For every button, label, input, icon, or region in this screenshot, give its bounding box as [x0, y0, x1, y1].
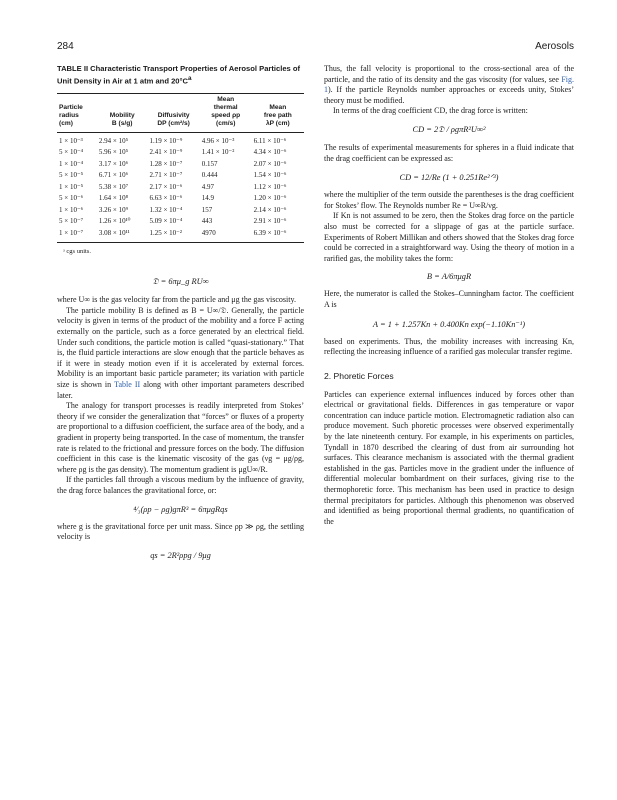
table-cell: 1.41 × 10⁻²: [201, 148, 235, 157]
column-header: Diffusivity: [157, 112, 190, 120]
table-cell: 4970: [200, 228, 252, 243]
left-column: [57, 64, 304, 568]
table-row: [57, 216, 304, 228]
running-title: Aerosols: [535, 41, 574, 52]
table-cell: 0.444: [201, 171, 218, 180]
table-row: [57, 193, 304, 205]
table-cell: 3.08 × 10¹¹: [97, 228, 148, 243]
column-header: Particle: [59, 103, 83, 111]
equation-mobility: B = A/6πμgR: [426, 272, 472, 282]
column-header: (cm/s): [200, 120, 252, 132]
table-cell: 5 × 10⁻⁶: [59, 194, 84, 203]
table-cell: 1.26 × 10¹⁰: [98, 217, 131, 226]
table-cell: 5.09 × 10⁻⁴: [149, 217, 183, 226]
paragraph: In terms of the drag coefficient CD, the drag force is written:: [333, 106, 528, 116]
column-header: B (s/g): [97, 120, 148, 132]
table-cell: 1.19 × 10⁻⁹: [149, 136, 183, 145]
table-cell: 4.34 × 10⁻⁶: [253, 148, 287, 157]
table-row: [57, 205, 304, 217]
table-cell: 14.9: [201, 194, 215, 203]
table-cell: 2.41 × 10⁻⁹: [149, 148, 183, 157]
table-cell: 6.63 × 10⁻⁶: [149, 194, 183, 203]
transport-properties-table: [57, 93, 304, 244]
table-cell: 1.20 × 10⁻⁶: [253, 194, 287, 203]
table-cell: 1 × 10⁻⁶: [59, 205, 84, 214]
table-cell: 5.96 × 10⁵: [98, 148, 129, 157]
column-header: free path: [263, 112, 292, 120]
equation-drag-coefficient: CD = 2𝔇 / ρgπR²U∞²: [412, 124, 486, 134]
paragraph: The analogy for transport processes is readily interpreted from Stokes’ theory if we consider the generalization that “forces” or fluxes of a property are proportional to a diffusion coefficient, the surface area of the body, and a gradient in property being transported. In the case of momentum, the transfer rate is related to the frictional and pressure forces on the body. The diffusion coefficient in this case is the kinematic viscosity of the gas (νg = μg/ρg, where ρg is the gas density). The momentum gradient is μgU∞/R.: [57, 401, 304, 474]
table-cell: 6.11 × 10⁻⁶: [253, 136, 287, 145]
table-cell: 1.54 × 10⁻⁶: [253, 171, 287, 180]
paragraph: where U∞ is the gas velocity far from the particle and μg the gas viscosity.: [57, 295, 296, 305]
table-cell: 5 × 10⁻⁷: [59, 217, 84, 226]
column-header: λP (cm): [252, 120, 304, 132]
table-cell: 3.17 × 10⁶: [98, 159, 129, 168]
table-row: [57, 182, 304, 194]
column-header: [252, 93, 304, 104]
paragraph: based on experiments. Thus, the mobility increases with increasing Kn, reflecting the increasing influence of a rarified gas molecular transfer regime.: [324, 336, 574, 357]
table-row: [57, 170, 304, 182]
paragraph: where g is the gravitational force per unit mass. Since ρp ≫ ρg, the settling velocity is: [57, 521, 304, 542]
equation-force-balance: ⁴⁄₃(ρp − ρg)gπR³ = 6πμgRqs: [133, 504, 228, 514]
table-cell: 1 × 10⁻³: [59, 136, 83, 145]
section-heading: 2. Phoretic Forces: [324, 370, 394, 381]
equation-cunningham: A = 1 + 1.257Kn + 0.400Kn exp(−1.10Kn⁻¹): [372, 319, 526, 329]
table-cell: 1 × 10⁻⁷: [57, 228, 97, 243]
column-header: speed ρp: [211, 112, 241, 120]
column-header: (cm): [57, 120, 97, 132]
paragraph: Here, the numerator is called the Stokes–Cunningham factor. The coefficient A is: [324, 289, 574, 309]
table-cell: 1.12 × 10⁻⁶: [253, 182, 287, 191]
table-cell: 2.91 × 10⁻⁶: [253, 217, 287, 226]
table-cell: 1 × 10⁻⁴: [59, 159, 84, 168]
table-cell: 2.71 × 10⁻⁷: [149, 171, 183, 180]
table-cell: 1.25 × 10⁻²: [147, 228, 199, 243]
equation-settling-velocity: qs = 2R²ρpg / 9μg: [150, 550, 211, 560]
column-header: [97, 93, 148, 104]
paragraph-fall-velocity: Thus, the fall velocity is proportional to the cross-sectional area of the particle, and the ratio of its density and the gas viscosity (for values, see Fig. 1). If the particle Reynolds number approaches or exceeds unity, Stokes’ theory must be modified.: [324, 64, 574, 105]
table-cell: 6.39 × 10⁻⁶: [252, 228, 304, 243]
table-ii-link[interactable]: Table II: [114, 379, 141, 389]
paragraph: If the particles fall through a viscous medium by the influence of gravity, the drag force balances the gravitational force, or:: [57, 475, 304, 495]
paragraph: Particles can experience external influences induced by forces other than electrical or gravitational fields. Differences in gas temperature or vapor concentration can induce particle motion. Electromagnetic radiation also can produce movement. Such phoretic processes were observed experimentally by the late nineteenth century. For example, in his experiments on particles, Tyndall in 1870 described the clearing of dust from air surrounding hot surfaces. This clearance mechanism is associated with the thermal gradient established in the gas. Particles move in the gradient under the influence of differential molecular bombardment on their surfaces, giving rise to the thermophoretic force. This mechanism has been used in practice to design thermal precipitators for particles. Although this phenomenon was observed and identified as being proportional thermal gradients, no quantification of the: [324, 389, 574, 526]
table-cell: 2.94 × 10⁵: [98, 136, 129, 145]
table-cell: 1.64 × 10⁸: [98, 194, 129, 203]
table-row: [57, 159, 304, 171]
table-cell: 443: [201, 217, 213, 226]
right-column: [324, 64, 574, 527]
column-header: Mean: [200, 93, 252, 104]
table-cell: 6.71 × 10⁶: [98, 171, 129, 180]
table-caption: TABLE II Characteristic Transport Properties of Aerosol Particles of Unit Density in Air at 1 atm and $20^\circ C^a$: [57, 64, 301, 86]
table-row: [57, 228, 304, 243]
column-header: thermal: [213, 103, 238, 111]
table-cell: 2.14 × 10⁻⁶: [253, 205, 287, 214]
page-number: 284: [57, 41, 74, 52]
table-cell: 1.32 × 10⁻⁴: [149, 205, 183, 214]
table-row: [57, 147, 304, 159]
table-cell: 5 × 10⁻⁴: [59, 148, 84, 157]
table-cell: 1.28 × 10⁻⁷: [149, 159, 183, 168]
fig-1-link[interactable]: Fig. 1: [324, 74, 574, 95]
paragraph-mobility: The particle mobility B is defined as B = U∞/𝔇. Generally, the particle velocity is given in terms of the product of the mobility and a force F acting externally on the particle, such as a force generated by an electrical field. Under such conditions, the particle motion is called “quasi-stationary.” That is, the fluid particle interactions are slow enough that the particle behaves as if it were in steady motion even if it is accelerated by external forces. Mobility is an important basic particle parameter; its variation with particle size is shown in Table II along with other important parameters described later.: [57, 305, 305, 400]
paragraph: where the multiplier of the term outside the parentheses is the drag coefficient for Stokes’ flow. The Reynolds number Re = U∞R/νg.: [324, 190, 574, 210]
table-cell: 3.26 × 10⁹: [98, 205, 129, 214]
column-header: Mean: [269, 103, 287, 111]
column-header: [147, 93, 199, 104]
column-header: [97, 104, 148, 112]
column-header: [147, 104, 199, 112]
table-cell: 5 × 10⁻⁵: [59, 171, 84, 180]
equation-drag-force: 𝔇 = 6πμ_g RU∞: [152, 277, 209, 287]
table-footnote: ᵃ cgs units.: [63, 248, 91, 256]
equation-drag-coefficient-fit: CD = 12/Re (1 + 0.251Re²ᐟ³): [399, 173, 499, 183]
table-cell: 1 × 10⁻⁵: [59, 182, 84, 191]
table-cell: 2.17 × 10⁻⁶: [149, 182, 183, 191]
table-cell: 2.07 × 10⁻⁶: [253, 159, 287, 168]
column-header: Mobility: [109, 112, 135, 120]
table-row: [57, 132, 304, 147]
table-cell: 4.96 × 10⁻³: [201, 136, 235, 145]
column-header: [57, 93, 97, 104]
paragraph: The results of experimental measurements for spheres in a fluid indicate that the drag coefficient can be expressed as:: [324, 142, 574, 163]
table-cell: 0.157: [201, 159, 218, 168]
table-cell: 4.97: [201, 182, 215, 191]
table-cell: 5.38 × 10⁷: [98, 182, 129, 191]
column-header: radius: [59, 112, 79, 120]
column-header: DP (cm²/s): [147, 120, 199, 132]
table-cell: 157: [201, 205, 213, 214]
paragraph: If Kn is not assumed to be zero, then the Stokes drag force on the particle also must be corrected for a slippage of gas at the particle surface. Experiments of Robert Millikan and others showed that the Stokes drag force could be corrected in a straightforward way. Using the theory of motion in a rarified gas, the mobility takes the form:: [324, 211, 574, 263]
